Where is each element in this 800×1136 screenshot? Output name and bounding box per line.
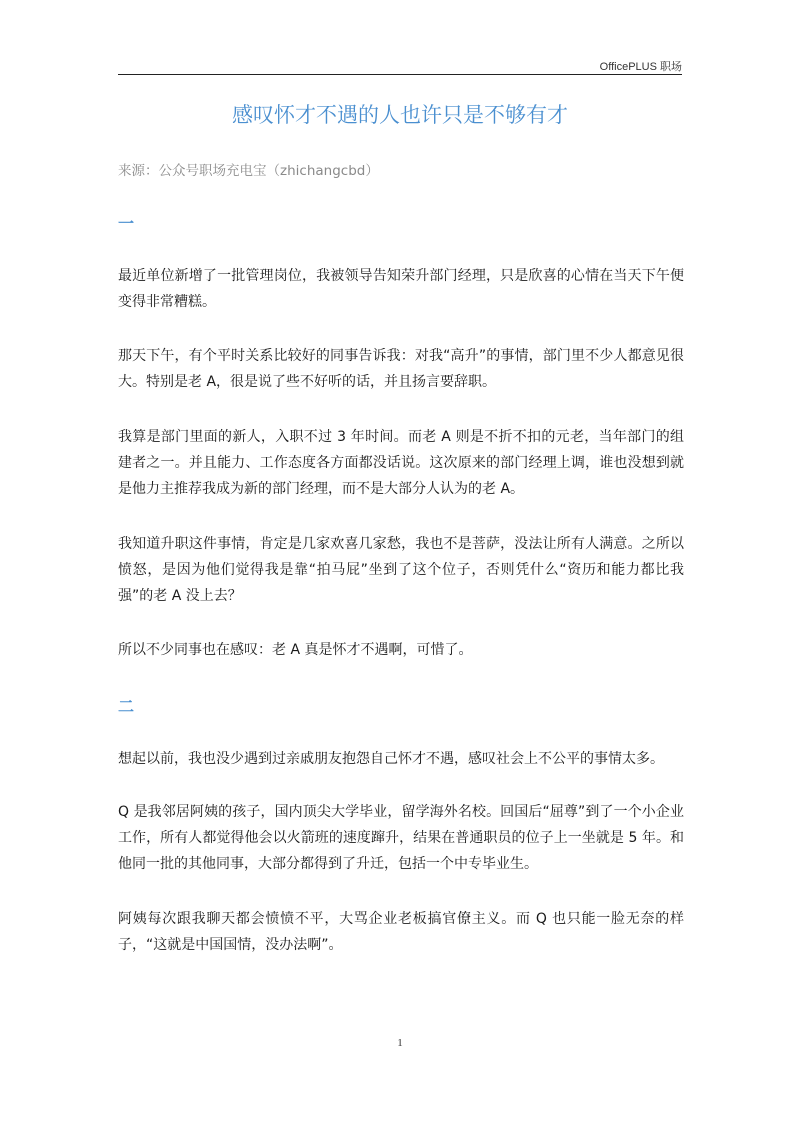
paragraph-5: 所以不少同事也在感叹：老 A 真是怀才不遇啊，可惜了。 (118, 642, 473, 658)
page-number: 1 (397, 1037, 403, 1049)
article-source: 来源：公众号职场充电宝（zhichangcbd） (118, 163, 379, 179)
paragraph-2: 那天下午，有个平时关系比较好的同事告诉我：对我“高升”的事情，部门里不少人都意见很大。特别是老 A，很是说了些不好听的话，并且扬言要辞职。 (118, 348, 684, 390)
paragraph-8: 阿姨每次跟我聊天都会愤愤不平，大骂企业老板搞官僚主义。而 Q 也只能一脸无奈的样子，“这就是中国国情，没办法啊”。 (118, 911, 684, 953)
section-number-1: 一 (118, 214, 135, 233)
article-title: 感叹怀才不遇的人也许只是不够有才 (232, 103, 568, 127)
section-number-2: 二 (118, 697, 135, 716)
paragraph-1: 最近单位新增了一批管理岗位，我被领导告知荣升部门经理，只是欣喜的心情在当天下午便变得非常糟糕。 (118, 268, 684, 310)
header-rule (118, 74, 682, 75)
header-label: OfficePLUS 职场 (599, 61, 682, 73)
paragraph-7: Q 是我邻居阿姨的孩子，国内顶尖大学毕业，留学海外名校。回国后“屈尊”到了一个小企业工作，所有人都觉得他会以火箭班的速度蹿升，结果在普通职员的位子上一坐就是 5 年。和他同一批的其他同事，大部分都得到了升迁，包括一个中专毕业生。 (118, 804, 684, 872)
paragraph-6: 想起以前，我也没少遇到过亲戚朋友抱怨自己怀才不遇，感叹社会上不公平的事情太多。 (118, 751, 664, 767)
paragraph-4: 我知道升职这件事情，肯定是几家欢喜几家愁，我也不是菩萨，没法让所有人满意。之所以愤怒，是因为他们觉得我是靠“拍马屁”坐到了这个位子，否则凭什么“资历和能力都比我强”的老 A 没上去？ (118, 536, 684, 604)
paragraph-3: 我算是部门里面的新人，入职不过 3 年时间。而老 A 则是不折不扣的元老，当年部门的组建者之一。并且能力、工作态度各方面都没话说。这次原来的部门经理上调，谁也没想到就是他力主推荐我成为新的部门经理，而不是大部分人认为的老 A。 (118, 429, 684, 497)
